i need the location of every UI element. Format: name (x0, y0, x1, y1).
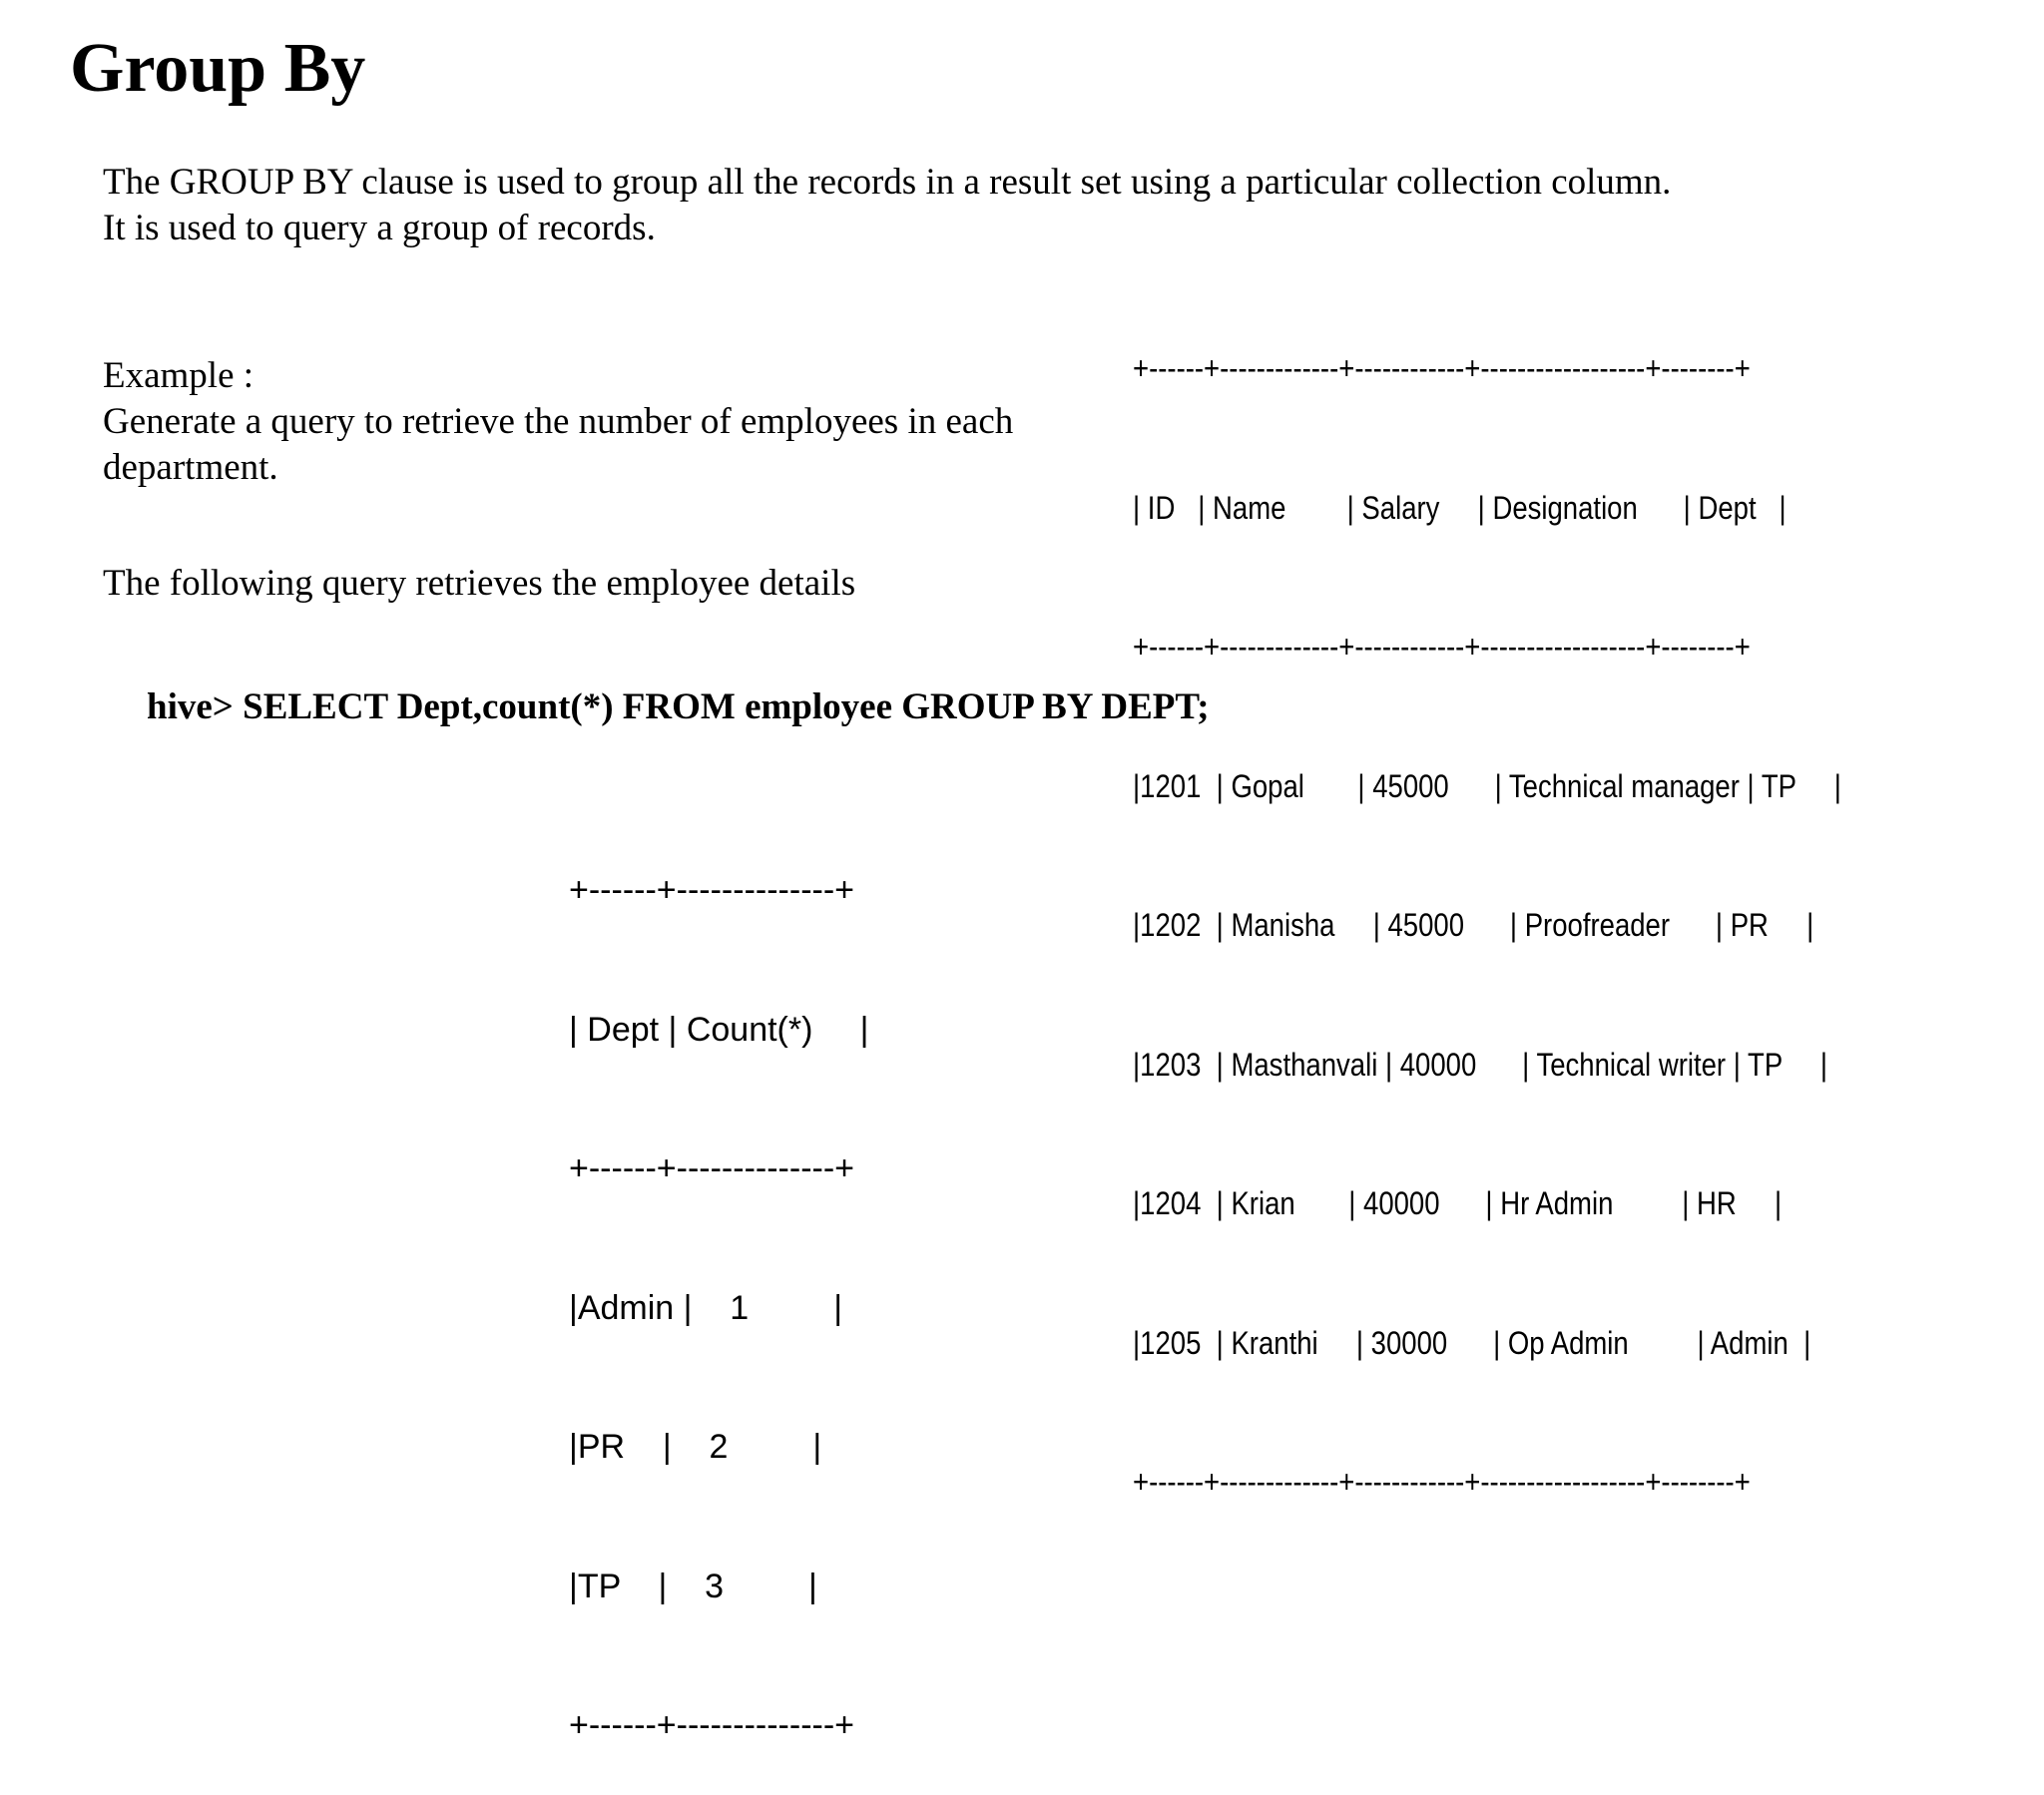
details-text: The following query retrieves the employee details (103, 563, 856, 604)
employee-table-row: |1205 | Kranthi | 30000 | Op Admin | Admin | (1133, 1324, 1811, 1361)
intro-paragraph: The GROUP BY clause is used to group all the records in a result set using a particular collection column. It is used to query a group of records. (103, 162, 1672, 248)
employee-table-border-bottom: +------+-------------+------------+------------------+--------+ (1133, 1464, 1751, 1500)
employee-table (1133, 252, 1841, 1552)
result-table-row: |TP | 3 | (569, 1567, 817, 1605)
result-table-border-mid: +------+--------------+ (569, 1149, 855, 1187)
employee-table-row: |1204 | Krian | 40000 | Hr Admin | HR | (1133, 1185, 1783, 1221)
employee-table-border-top: +------+-------------+------------+------------------+--------+ (1133, 350, 1751, 386)
example-task-text: Generate a query to retrieve the number of employees in each department. (103, 401, 1014, 488)
hive-query: hive> SELECT Dept,count(*) FROM employee GROUP BY DEPT; (147, 686, 1210, 727)
result-table-border-top: +------+--------------+ (569, 871, 855, 909)
result-table-row: |Admin | 1 | (569, 1288, 843, 1327)
employee-table-header: | ID | Name | Salary | Designation | Dept | (1133, 489, 1787, 526)
employee-table-row: |1202 | Manisha | 45000 | Proofreader | PR | (1133, 907, 1814, 943)
example-label: Example : (103, 355, 255, 396)
result-table-border-bottom: +------+--------------+ (569, 1706, 855, 1744)
employee-table-row: |1203 | Masthanvali | 40000 | Technical writer | TP | (1133, 1046, 1828, 1083)
employee-table-border-mid: +------+-------------+------------+------------------+--------+ (1133, 629, 1751, 665)
result-table-header: | Dept | Count(*) | (569, 1010, 869, 1049)
slide-title: Group By (70, 30, 366, 107)
employee-table-row: |1201 | Gopal | 45000 | Technical manager | TP | (1133, 767, 1841, 804)
result-table-row: |PR | 2 | (569, 1428, 822, 1466)
result-table (569, 774, 869, 1795)
